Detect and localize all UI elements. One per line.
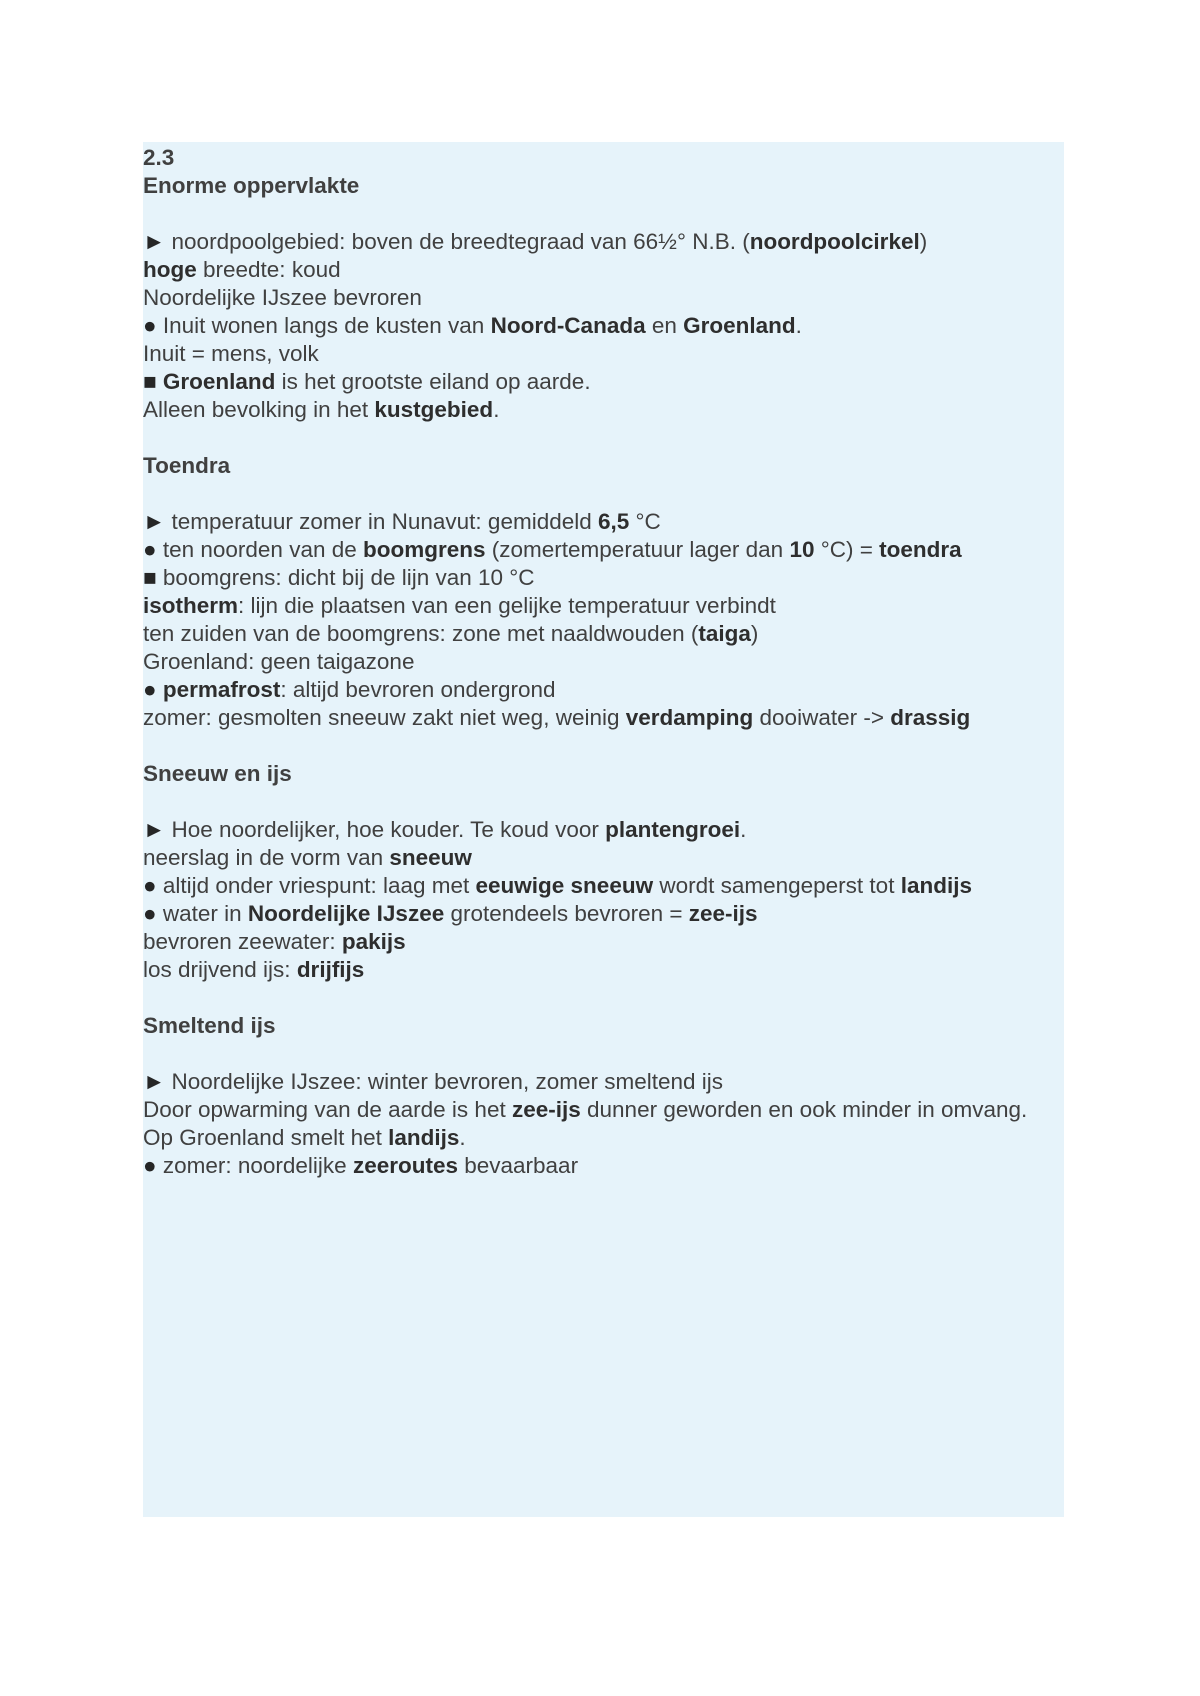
bold-term: zee-ijs (511, 1097, 581, 1122)
bullet-icon: ● (143, 901, 163, 926)
text-line (143, 284, 1064, 312)
text-run: Groenland: geen taigazone (143, 649, 415, 674)
text-run: . (740, 817, 747, 842)
bold-term: landijs (388, 1125, 460, 1150)
bold-term: Groenland (162, 369, 276, 394)
blank-line (143, 732, 1064, 760)
text-line (143, 648, 1064, 676)
text-line (143, 620, 1064, 648)
bold-term: toendra (879, 537, 962, 562)
bold-term: kustgebied (374, 397, 494, 422)
blank-line (143, 1040, 1064, 1068)
text-line (143, 872, 1064, 900)
bold-term: taiga (698, 621, 751, 646)
text-line (143, 228, 1064, 256)
text-line (143, 536, 1064, 564)
text-run: Hoe noordelijker, hoe kouder. Te koud voor (171, 817, 606, 842)
text-run: Inuit = mens, volk (143, 341, 319, 366)
text-run: altijd onder vriespunt: laag met (162, 873, 476, 898)
bold-term: drijfijs (296, 957, 365, 982)
text-run: noordpoolgebied: boven de breedtegraad van 66½° N.B. ( (171, 229, 750, 254)
text-run: °C) = (814, 537, 880, 562)
text-run: bevroren zeewater: (143, 929, 342, 954)
bold-term: verdamping (625, 705, 754, 730)
text-line (143, 956, 1064, 984)
bold-term: Noord-Canada (490, 313, 646, 338)
text-line (143, 1124, 1064, 1152)
text-run: wordt samengeperst tot (653, 873, 901, 898)
text-line (143, 592, 1064, 620)
bold-term: noordpoolcirkel (749, 229, 920, 254)
bullet-icon: ► (143, 1069, 172, 1094)
bold-term: drassig (890, 705, 971, 730)
section-number: 2.3 (143, 145, 175, 170)
document-body (143, 144, 1064, 1180)
text-run: zomer: noordelijke (162, 1153, 353, 1178)
text-line (143, 900, 1064, 928)
bullet-icon: ► (143, 817, 172, 842)
text-run: temperatuur zomer in Nunavut: gemiddeld (171, 509, 598, 534)
text-run: Noordelijke IJszee: winter bevroren, zomer smeltend ijs (171, 1069, 724, 1094)
text-line (143, 340, 1064, 368)
text-run: en (645, 313, 684, 338)
section-heading: Enorme oppervlakte (143, 173, 360, 198)
text-run: . (795, 313, 802, 338)
text-line (143, 508, 1064, 536)
text-run: zomer: gesmolten sneeuw zakt niet weg, weinig (143, 705, 626, 730)
text-line (143, 368, 1064, 396)
bullet-icon: ► (143, 509, 172, 534)
bold-term: Noordelijke IJszee (247, 901, 445, 926)
text-run: neerslag in de vorm van (143, 845, 390, 870)
text-run: ten noorden van de (162, 537, 364, 562)
text-line (143, 256, 1064, 284)
text-run: los drijvend ijs: (143, 957, 297, 982)
bullet-icon: ● (143, 313, 163, 338)
text-line (143, 564, 1064, 592)
blank-line (143, 200, 1064, 228)
blank-line (143, 788, 1064, 816)
text-run: : altijd bevroren ondergrond (280, 677, 556, 702)
text-run: Inuit wonen langs de kusten van (162, 313, 491, 338)
text-run: ) (750, 621, 759, 646)
text-run: boomgrens: dicht bij de lijn van 10 °C (162, 565, 535, 590)
text-run: °C (629, 509, 661, 534)
bold-term: plantengroei (605, 817, 741, 842)
text-line (143, 844, 1064, 872)
bullet-icon: ● (143, 537, 163, 562)
bold-term: zeeroutes (352, 1153, 458, 1178)
text-line (143, 816, 1064, 844)
bold-term: zee-ijs (688, 901, 758, 926)
text-line (143, 704, 1064, 732)
bold-term: pakijs (341, 929, 406, 954)
bullet-icon: ■ (143, 565, 163, 590)
text-line (143, 1152, 1064, 1180)
bold-term: sneeuw (389, 845, 472, 870)
section-heading: Toendra (143, 453, 231, 478)
text-run: grotendeels bevroren = (444, 901, 689, 926)
text-run: : lijn die plaatsen van een gelijke temperatuur verbindt (238, 593, 776, 618)
text-run: dooiwater -> (753, 705, 891, 730)
section-heading: Sneeuw en ijs (143, 761, 292, 786)
bold-term: hoge (143, 257, 197, 282)
bold-term: eeuwige sneeuw (475, 873, 654, 898)
text-run: Op Groenland smelt het (143, 1125, 389, 1150)
bold-term: landijs (900, 873, 972, 898)
text-run: ten zuiden van de boomgrens: zone met naaldwouden ( (143, 621, 699, 646)
text-line (143, 396, 1064, 424)
text-run: dunner geworden en ook minder in omvang. (580, 1097, 1028, 1122)
bold-term: permafrost (162, 677, 281, 702)
bold-term: isotherm (143, 593, 239, 618)
bold-term: Groenland (683, 313, 796, 338)
text-line (143, 676, 1064, 704)
bullet-icon: ● (143, 677, 163, 702)
blank-line (143, 984, 1064, 1012)
text-run: Door opwarming van de aarde is het (143, 1097, 512, 1122)
text-run: (zomertemperatuur lager dan (485, 537, 790, 562)
bullet-icon: ● (143, 873, 163, 898)
bold-term: 6,5 (598, 509, 630, 534)
text-run: breedte: koud (196, 257, 341, 282)
text-run: water in (162, 901, 248, 926)
bold-term: 10 (789, 537, 815, 562)
text-line (143, 1096, 1064, 1124)
text-line (143, 312, 1064, 340)
text-run: Noordelijke IJszee bevroren (143, 285, 422, 310)
text-line (143, 1068, 1064, 1096)
text-run: is het grootste eiland op aarde. (275, 369, 591, 394)
text-line (143, 928, 1064, 956)
blank-line (143, 424, 1064, 452)
blank-line (143, 480, 1064, 508)
text-run: . (493, 397, 500, 422)
text-run: Alleen bevolking in het (143, 397, 375, 422)
text-run: bevaarbaar (457, 1153, 579, 1178)
bullet-icon: ► (143, 229, 172, 254)
section-heading: Smeltend ijs (143, 1013, 276, 1038)
text-run: ) (919, 229, 928, 254)
text-run: . (459, 1125, 466, 1150)
bullet-icon: ■ (143, 369, 163, 394)
bullet-icon: ● (143, 1153, 163, 1178)
bold-term: boomgrens (363, 537, 486, 562)
